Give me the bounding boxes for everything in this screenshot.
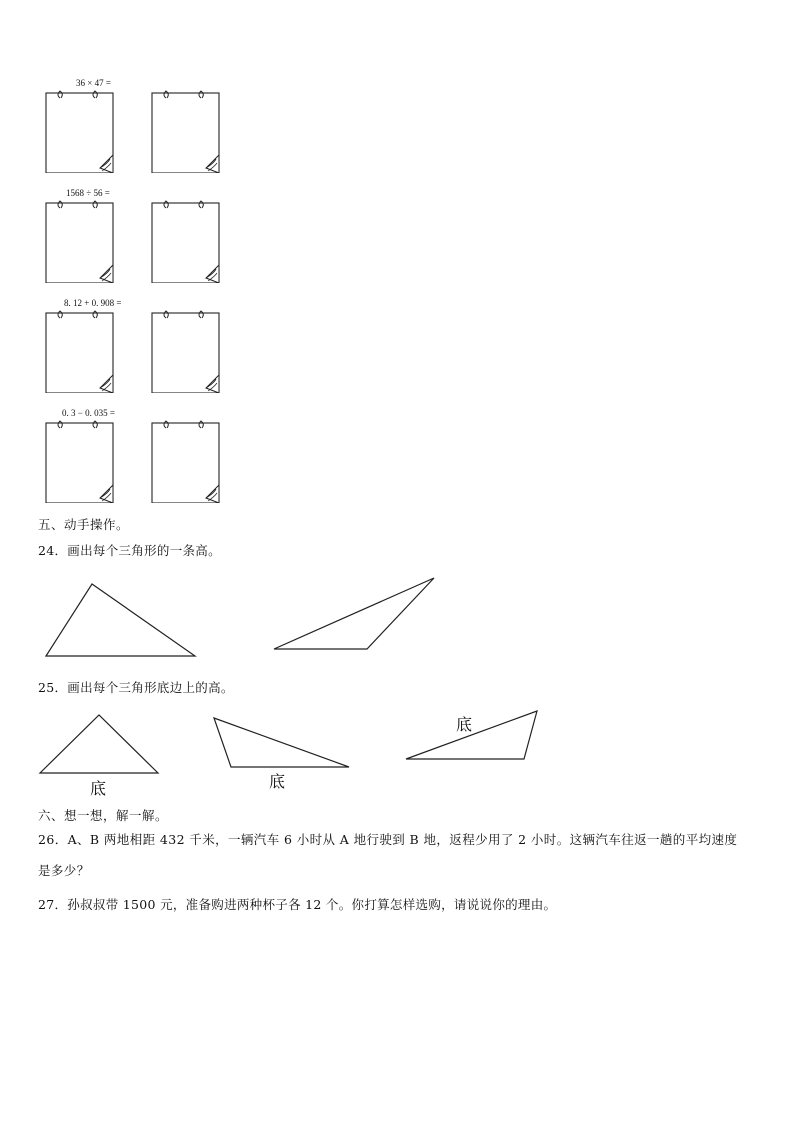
base-label-1: 底 [90,779,107,798]
equation-1: 36 × 47 = [76,78,111,88]
triangle-q24-1 [46,584,195,656]
question-26: 26．A、B 两地相距 432 千米，一辆汽车 6 小时从 A 地行驶到 B 地，返程少用了 2 小时。这辆汽车往返一趟的平均速度是多少？ [38,832,738,878]
triangle-q24-2 [274,578,434,649]
equation-2: 1568 ÷ 56 = [66,188,110,198]
base-label-3: 底 [456,715,473,734]
triangle-q25-1 [40,715,158,773]
equation-3: 8. 12 + 0. 908 = [64,298,122,308]
equation-4: 0. 3 − 0. 035 = [62,408,115,418]
question-27: 27．孙叔叔带 1500 元，准备购进两种杯子各 12 个。你打算怎样选购，请说说你的理由。 [38,897,557,912]
section-6-title: 六、想一想，解一解。 [38,808,169,823]
triangle-q25-2 [214,718,349,767]
question-25: 25．画出每个三角形底边上的高。 [38,680,234,695]
base-label-2: 底 [269,772,286,791]
section-5-title: 五、动手操作。 [38,517,130,532]
question-24: 24．画出每个三角形的一条高。 [38,543,221,558]
